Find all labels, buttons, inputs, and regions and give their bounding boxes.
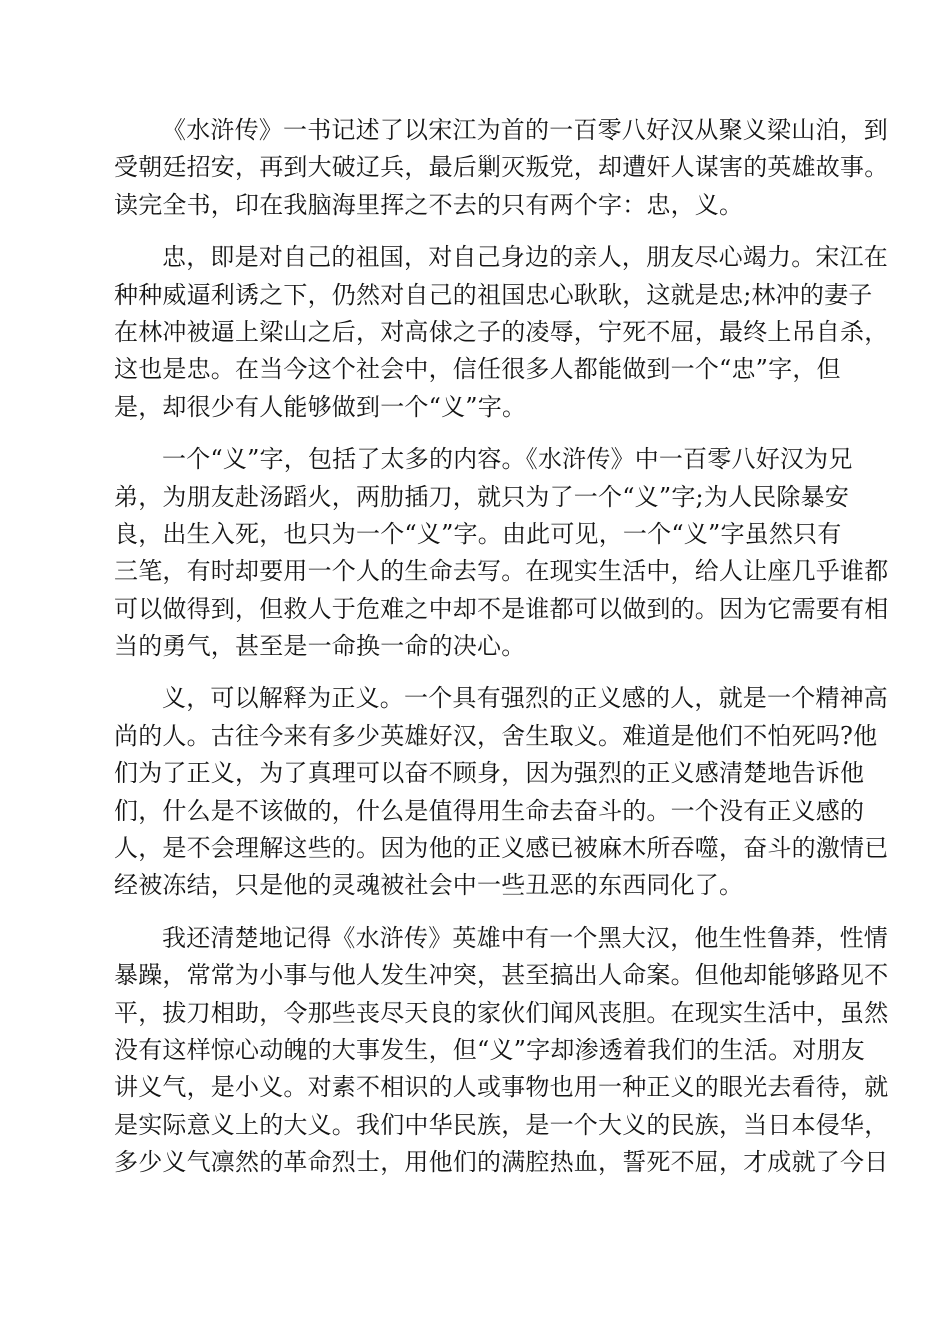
paragraph-2 [114,239,889,426]
text-line: 经被冻结，只是他的灵魂被社会中一些丑恶的东西同化了。 [114,871,744,900]
text-line: 义，可以解释为正义。一个具有强烈的正义感的人，就是一个精神高 [162,684,888,713]
paragraph-4 [114,680,889,904]
text-line: 尚的人。古往今来有多少英雄好汉，舍生取义。难道是他们不怕死吗?他 [114,721,878,750]
text-line: 三笔，有时却要用一个人的生命去写。在现实生活中，给人让座几乎谁都 [114,557,889,586]
text-line: 这也是忠。在当今这个社会中，信任很多人都能做到一个“忠”字，但 [114,355,841,384]
text-line: 良，出生入死，也只为一个“义”字。由此可见，一个“义”字虽然只有 [114,519,842,548]
paragraph-3 [114,441,889,665]
text-line: 受朝廷招安，再到大破辽兵，最后剿灭叛党，却遭奸人谋害的英雄故事。 [114,153,889,182]
text-line: 在林冲被逼上梁山之后，对高俅之子的凌辱，宁死不屈，最终上吊自杀， [114,317,889,346]
text-line: 们，什么是不该做的，什么是值得用生命去奋斗的。一个没有正义感的 [114,796,865,825]
text-line: 可以做得到，但救人于危难之中却不是谁都可以做到的。因为它需要有相 [114,594,889,623]
paragraph-1 [114,112,889,224]
text-line: 多少义气凛然的革命烈士，用他们的满腔热血，誓死不屈，才成就了今日 [114,1148,889,1177]
text-line: 是，却很少有人能够做到一个“义”字。 [114,392,527,421]
text-line: 一个“义”字，包括了太多的内容。《水浒传》中一百零八好汉为兄 [162,445,853,474]
text-line: 弟，为朋友赴汤蹈火，两肋插刀，就只为了一个“义”字;为人民除暴安 [114,482,850,511]
text-line: 是实际意义上的大义。我们中华民族，是一个大义的民族，当日本侵华， [114,1110,889,1139]
paragraph-5 [114,920,889,1182]
text-line: 读完全书，印在我脑海里挥之不去的只有两个字：忠，义。 [114,190,744,219]
text-line: 种种威逼利诱之下，仍然对自己的祖国忠心耿耿，这就是忠;林冲的妻子 [114,280,873,309]
text-line: 人，是不会理解这些的。因为他的正义感已被麻木所吞噬，奋斗的激情已 [114,834,889,863]
text-line: 暴躁，常常为小事与他人发生冲突，甚至搞出人命案。但他却能够路见不 [114,961,889,990]
text-line: 们为了正义，为了真理可以奋不顾身，因为强烈的正义感清楚地告诉他 [114,759,865,788]
text-line: 平，拔刀相助，令那些丧尽天良的家伙们闻风丧胆。在现实生活中，虽然 [114,998,889,1027]
text-line: 我还清楚地记得《水浒传》英雄中有一个黑大汉，他生性鲁莽，性情 [162,923,888,952]
text-line: 忠，即是对自己的祖国，对自己身边的亲人，朋友尽心竭力。宋江在 [162,243,888,272]
text-line: 没有这样惊心动魄的大事发生，但“义”字却渗透着我们的生活。对朋友 [114,1035,865,1064]
text-line: 《水浒传》一书记述了以宋江为首的一百零八好汉从聚义梁山泊，到 [162,116,888,144]
text-line: 讲义气，是小义。对素不相识的人或事物也用一种正义的眼光去看待，就 [114,1073,889,1102]
text-line: 当的勇气，甚至是一命换一命的决心。 [114,632,526,661]
document-page [114,112,889,1197]
